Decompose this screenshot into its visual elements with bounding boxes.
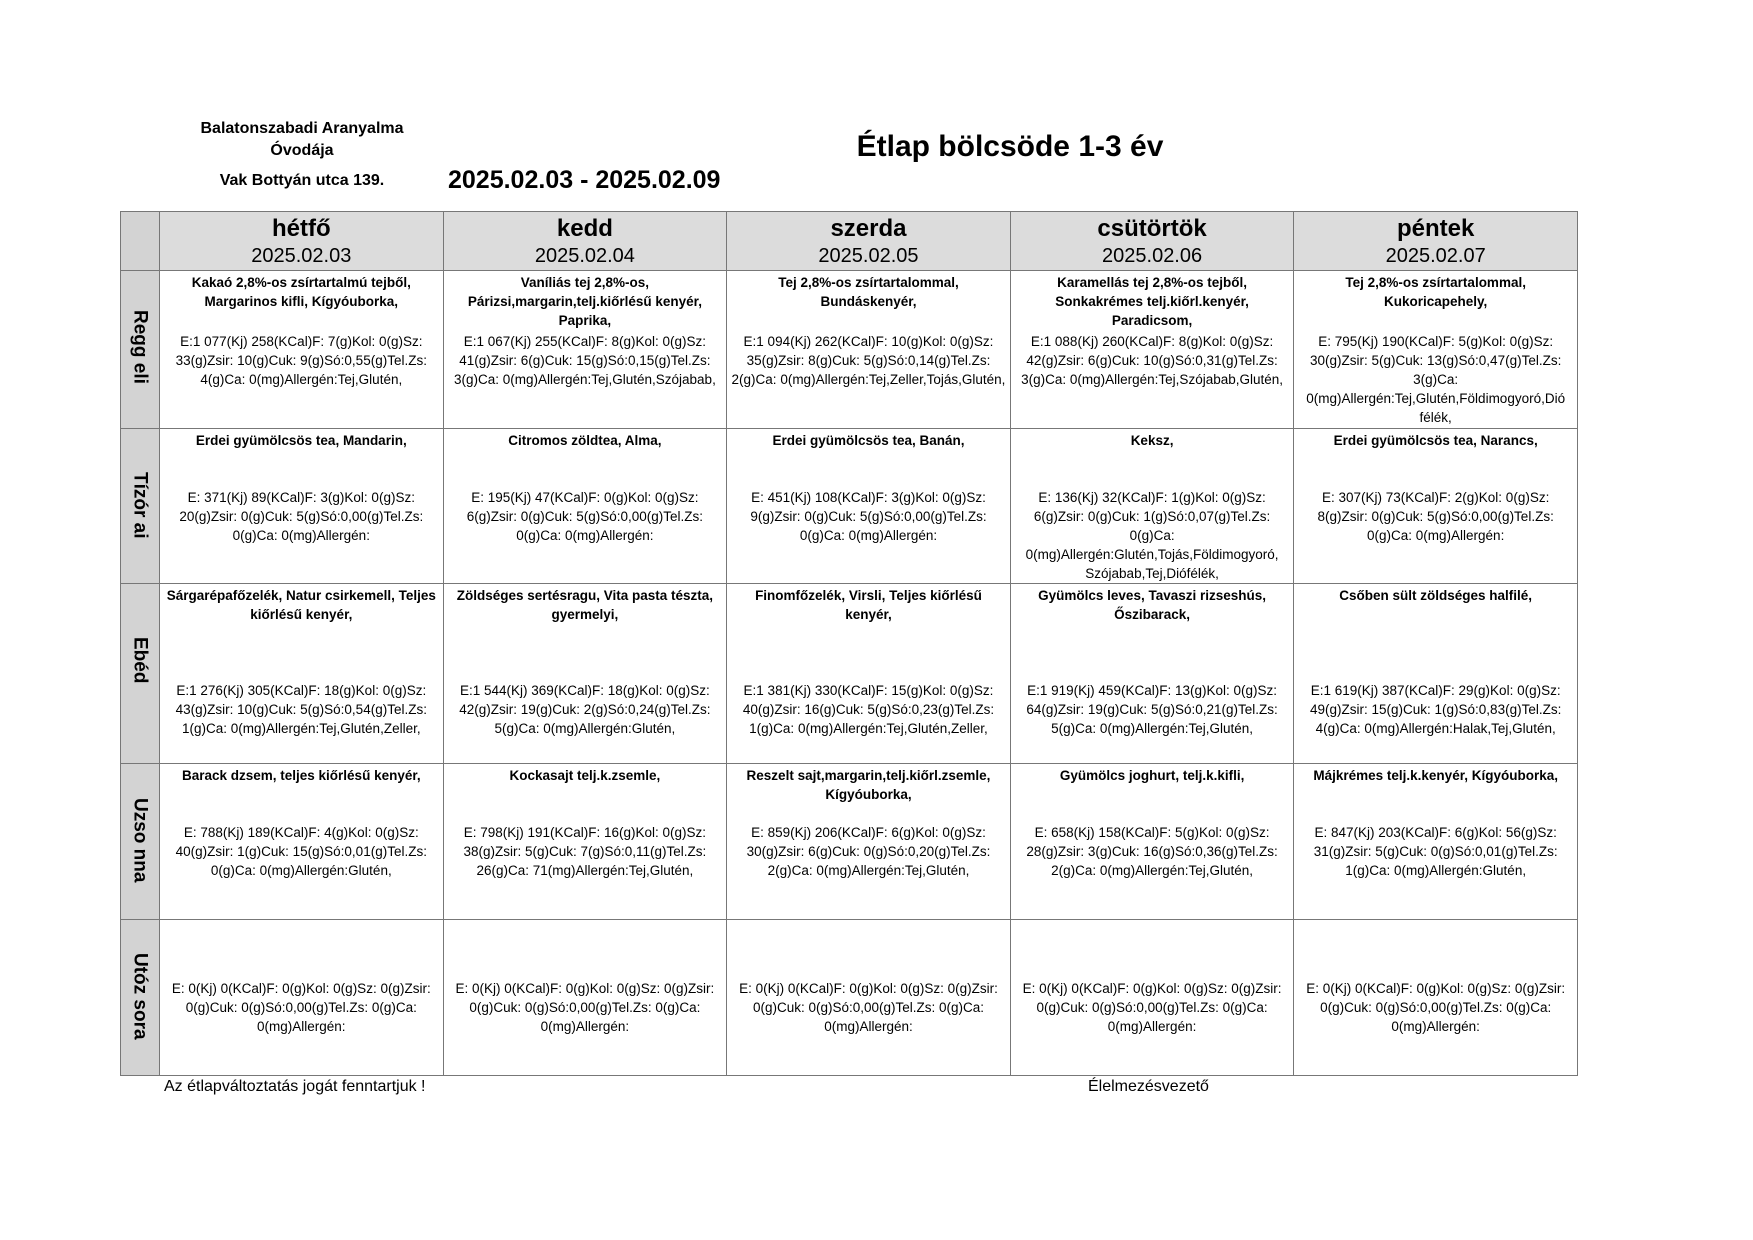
nutrition-text: E: 795(Kj) 190(KCal)F: 5(g)Kol: 0(g)Sz: 30(g)Zsir: 5(g)Cuk: 13(g)Só:0,47(g)Tel.Zs: 3(g)Ca: 0(mg)Allergén:Tej,Glutén,Földimogyoró,Dió félék, bbox=[1306, 334, 1566, 425]
menu-cell bbox=[1010, 584, 1294, 764]
dish-text: Karamellás tej 2,8%-os tejből, Sonkakrémes telj.kiőrl.kenyér, Paradicsom, bbox=[1055, 275, 1249, 328]
dish-text bbox=[1011, 920, 1294, 979]
footer-signature-label: Élelmezésvezető bbox=[1088, 1078, 1209, 1095]
day-date: 2025.02.05 bbox=[818, 245, 919, 267]
nutrition-text: E: 788(Kj) 189(KCal)F: 4(g)Kol: 0(g)Sz: 40(g)Zsir: 1(g)Cuk: 15(g)Só:0,01(g)Tel.Zs: 0(g)Ca: 0(mg)Allergén:Glutén, bbox=[175, 825, 427, 878]
menu-cell bbox=[160, 584, 444, 764]
date-range: 2025.02.03 - 2025.02.09 bbox=[448, 166, 721, 194]
dish-text: Gyümölcs joghurt, telj.k.kifli, bbox=[1059, 768, 1245, 783]
institution-name bbox=[170, 118, 434, 162]
dish-text bbox=[160, 920, 443, 979]
day-name: kedd bbox=[556, 215, 613, 242]
dish-text: Májkrémes telj.k.kenyér, Kígyóuborka, bbox=[1313, 768, 1558, 783]
meal-label-afternoon-snack bbox=[121, 764, 160, 920]
dish-text: Zöldséges sertésragu, Vita pasta tészta, gyermelyi, bbox=[456, 588, 714, 622]
meal-label-text: Regg eli bbox=[129, 310, 151, 384]
menu-cell bbox=[1294, 920, 1578, 1076]
nutrition-text: E: 371(Kj) 89(KCal)F: 3(g)Kol: 0(g)Sz: 20(g)Zsir: 0(g)Cuk: 5(g)Só:0,00(g)Tel.Zs: 0(g)Ca: 0(mg)Allergén: bbox=[179, 490, 424, 543]
menu-cell bbox=[443, 429, 727, 584]
nutrition-text: E: 0(Kj) 0(KCal)F: 0(g)Kol: 0(g)Sz: 0(g)Zsir: 0(g)Cuk: 0(g)Só:0,00(g)Tel.Zs: 0(g)Ca: 0(mg)Allergén: bbox=[1022, 981, 1282, 1034]
menu-cell bbox=[727, 584, 1011, 764]
table-corner bbox=[121, 212, 160, 271]
nutrition-text: E:1 088(Kj) 260(KCal)F: 8(g)Kol: 0(g)Sz: 42(g)Zsir: 6(g)Cuk: 10(g)Só:0,31(g)Tel.Zs: 3(g)Ca: 0(mg)Allergén:Tej,Szójabab,Glutén, bbox=[1021, 334, 1284, 387]
meal-row-morning-snack bbox=[121, 429, 1578, 584]
dish-text: Finomfőzelék, Virsli, Teljes kiőrlésű kenyér, bbox=[755, 588, 982, 622]
dish-text bbox=[444, 920, 727, 979]
meal-label-text: Tízór ai bbox=[129, 471, 151, 539]
menu-cell bbox=[160, 429, 444, 584]
dish-text: Csőben sült zöldséges halfilé, bbox=[1339, 588, 1533, 603]
menu-cell bbox=[1010, 764, 1294, 920]
day-name: hétfő bbox=[271, 215, 331, 242]
menu-cell bbox=[443, 920, 727, 1076]
nutrition-text: E:1 067(Kj) 255(KCal)F: 8(g)Kol: 0(g)Sz: 41(g)Zsir: 6(g)Cuk: 15(g)Só:0,15(g)Tel.Zs: 3(g)Ca: 0(mg)Allergén:Tej,Glutén,Szójabab, bbox=[453, 334, 716, 387]
nutrition-text: E: 136(Kj) 32(KCal)F: 1(g)Kol: 0(g)Sz: 6(g)Zsir: 0(g)Cuk: 1(g)Só:0,07(g)Tel.Zs: 0(g)Ca: 0(mg)Allergén:Glutén,Tojás,Földimogyoró, Szójabab,Tej,Diófélék, bbox=[1025, 490, 1279, 581]
day-header-row bbox=[121, 212, 1578, 271]
dish-text: Reszelt sajt,margarin,telj.kiőrl.zsemle, Kígyóuborka, bbox=[746, 768, 991, 802]
meal-label-lunch bbox=[121, 584, 160, 764]
dish-text: Erdei gyümölcsös tea, Narancs, bbox=[1333, 433, 1538, 448]
nutrition-text: E: 847(Kj) 203(KCal)F: 6(g)Kol: 56(g)Sz: 31(g)Zsir: 5(g)Cuk: 0(g)Só:0,01(g)Tel.Zs: 1(g)Ca: 0(mg)Allergén:Glutén, bbox=[1313, 825, 1558, 878]
dish-text: Gyümölcs leves, Tavaszi rizseshús, Őszibarack, bbox=[1038, 588, 1267, 622]
dish-text: Barack dzsem, teljes kiőrlésű kenyér, bbox=[181, 768, 421, 783]
day-header-friday bbox=[1294, 212, 1578, 271]
menu-cell bbox=[1294, 429, 1578, 584]
dish-text bbox=[1294, 920, 1577, 979]
nutrition-text: E: 451(Kj) 108(KCal)F: 3(g)Kol: 0(g)Sz: 9(g)Zsir: 0(g)Cuk: 5(g)Só:0,00(g)Tel.Zs: 0(g)Ca: 0(mg)Allergén: bbox=[750, 490, 987, 543]
meal-label-late-supper bbox=[121, 920, 160, 1076]
menu-cell bbox=[1010, 920, 1294, 1076]
dish-text: Kockasajt telj.k.zsemle, bbox=[509, 768, 661, 783]
institution-name-line1: Balatonszabadi Aranyalma bbox=[200, 120, 404, 137]
day-date: 2025.02.07 bbox=[1385, 245, 1486, 267]
meal-label-text: Utóz sora bbox=[129, 952, 151, 1040]
institution-name-line2: Óvodája bbox=[270, 142, 334, 159]
day-date: 2025.02.04 bbox=[534, 245, 635, 267]
menu-cell bbox=[1294, 271, 1578, 429]
menu-cell bbox=[1294, 764, 1578, 920]
nutrition-text: E:1 094(Kj) 262(KCal)F: 10(g)Kol: 0(g)Sz: 35(g)Zsir: 8(g)Cuk: 5(g)Só:0,14(g)Tel.Zs: 2(g)Ca: 0(mg)Allergén:Tej,Zeller,Tojás,Glutén, bbox=[731, 334, 1006, 387]
nutrition-text: E:1 276(Kj) 305(KCal)F: 18(g)Kol: 0(g)Sz: 43(g)Zsir: 10(g)Cuk: 5(g)Só:0,54(g)Tel.Zs: 1(g)Ca: 0(mg)Allergén:Tej,Glutén,Zeller, bbox=[175, 683, 427, 736]
menu-cell bbox=[727, 429, 1011, 584]
nutrition-text: E: 195(Kj) 47(KCal)F: 0(g)Kol: 0(g)Sz: 6(g)Zsir: 0(g)Cuk: 5(g)Só:0,00(g)Tel.Zs: 0(g)Ca: 0(mg)Allergén: bbox=[466, 490, 704, 543]
nutrition-text: E: 859(Kj) 206(KCal)F: 6(g)Kol: 0(g)Sz: 30(g)Zsir: 6(g)Cuk: 0(g)Só:0,20(g)Tel.Zs: 2(g)Ca: 0(mg)Allergén:Tej,Glutén, bbox=[746, 825, 991, 878]
meal-row-lunch bbox=[121, 584, 1578, 764]
day-header-monday bbox=[160, 212, 444, 271]
day-name: csütörtök bbox=[1097, 215, 1207, 242]
day-header-wednesday bbox=[727, 212, 1011, 271]
menu-cell bbox=[160, 764, 444, 920]
day-header-thursday bbox=[1010, 212, 1294, 271]
menu-cell bbox=[1294, 584, 1578, 764]
nutrition-text: E: 658(Kj) 158(KCal)F: 5(g)Kol: 0(g)Sz: 28(g)Zsir: 3(g)Cuk: 16(g)Só:0,36(g)Tel.Zs: 2(g)Ca: 0(mg)Allergén:Tej,Glutén, bbox=[1026, 825, 1278, 878]
menu-cell bbox=[727, 920, 1011, 1076]
meal-label-text: Uzso nna bbox=[129, 797, 151, 883]
day-header-tuesday bbox=[443, 212, 727, 271]
nutrition-text: E: 0(Kj) 0(KCal)F: 0(g)Kol: 0(g)Sz: 0(g)Zsir: 0(g)Cuk: 0(g)Só:0,00(g)Tel.Zs: 0(g)Ca: 0(mg)Allergén: bbox=[171, 981, 431, 1034]
nutrition-text: E: 0(Kj) 0(KCal)F: 0(g)Kol: 0(g)Sz: 0(g)Zsir: 0(g)Cuk: 0(g)Só:0,00(g)Tel.Zs: 0(g)Ca: 0(mg)Allergén: bbox=[739, 981, 998, 1034]
nutrition-text: E:1 077(Kj) 258(KCal)F: 7(g)Kol: 0(g)Sz: 33(g)Zsir: 10(g)Cuk: 9(g)Só:0,55(g)Tel.Zs: 4(g)Ca: 0(mg)Allergén:Tej,Glutén, bbox=[175, 334, 427, 387]
nutrition-text: E:1 544(Kj) 369(KCal)F: 18(g)Kol: 0(g)Sz: 42(g)Zsir: 19(g)Cuk: 2(g)Só:0,24(g)Tel.Zs: 5(g)Ca: 0(mg)Allergén:Glutén, bbox=[459, 683, 711, 736]
menu-cell bbox=[727, 271, 1011, 429]
menu-cell bbox=[1010, 271, 1294, 429]
menu-cell bbox=[160, 271, 444, 429]
day-name: péntek bbox=[1396, 215, 1475, 242]
nutrition-text: E: 798(Kj) 191(KCal)F: 16(g)Kol: 0(g)Sz: 38(g)Zsir: 5(g)Cuk: 7(g)Só:0,11(g)Tel.Zs: 26(g)Ca: 71(mg)Allergén:Tej,Glutén, bbox=[463, 825, 707, 878]
dish-text: Vaníliás tej 2,8%-os, Párizsi,margarin,telj.kiőrlésű kenyér, Paprika, bbox=[467, 275, 702, 328]
nutrition-text: E:1 919(Kj) 459(KCal)F: 13(g)Kol: 0(g)Sz: 64(g)Zsir: 19(g)Cuk: 5(g)Só:0,21(g)Tel.Zs: 5(g)Ca: 0(mg)Allergén:Tej,Glutén, bbox=[1026, 683, 1278, 736]
footer-disclaimer: Az étlapváltoztatás jogát fenntartjuk ! bbox=[164, 1078, 426, 1095]
dish-text: Keksz, bbox=[1130, 433, 1174, 448]
nutrition-text: E: 0(Kj) 0(KCal)F: 0(g)Kol: 0(g)Sz: 0(g)Zsir: 0(g)Cuk: 0(g)Só:0,00(g)Tel.Zs: 0(g)Ca: 0(mg)Allergén: bbox=[1306, 981, 1566, 1034]
nutrition-text: E: 307(Kj) 73(KCal)F: 2(g)Kol: 0(g)Sz: 8(g)Zsir: 0(g)Cuk: 5(g)Só:0,00(g)Tel.Zs: 0(g)Ca: 0(mg)Allergén: bbox=[1317, 490, 1554, 543]
meal-row-breakfast bbox=[121, 271, 1578, 429]
dish-text: Kakaó 2,8%-os zsírtartalmú tejből, Margarinos kifli, Kígyóuborka, bbox=[191, 275, 411, 309]
meal-row-late-supper bbox=[121, 920, 1578, 1076]
menu-cell bbox=[727, 764, 1011, 920]
menu-cell bbox=[443, 584, 727, 764]
page-title: Étlap bölcsöde 1-3 év bbox=[856, 130, 1164, 163]
day-date: 2025.02.03 bbox=[251, 245, 352, 267]
nutrition-text: E:1 619(Kj) 387(KCal)F: 29(g)Kol: 0(g)Sz: 49(g)Zsir: 15(g)Cuk: 1(g)Só:0,83(g)Tel.Zs: 4(g)Ca: 0(mg)Allergén:Halak,Tej,Glutén, bbox=[1310, 683, 1562, 736]
meal-label-text: Ebéd bbox=[129, 636, 151, 684]
institution-address: Vak Bottyán utca 139. bbox=[219, 172, 385, 189]
dish-text: Tej 2,8%-os zsírtartalommal, Bundáskenyér, bbox=[778, 275, 959, 309]
dish-text: Citromos zöldtea, Alma, bbox=[508, 433, 662, 448]
meal-label-morning-snack bbox=[121, 429, 160, 584]
menu-cell bbox=[160, 920, 444, 1076]
nutrition-text: E: 0(Kj) 0(KCal)F: 0(g)Kol: 0(g)Sz: 0(g)Zsir: 0(g)Cuk: 0(g)Só:0,00(g)Tel.Zs: 0(g)Ca: 0(mg)Allergén: bbox=[455, 981, 715, 1034]
menu-cell bbox=[1010, 429, 1294, 584]
nutrition-text: E:1 381(Kj) 330(KCal)F: 15(g)Kol: 0(g)Sz: 40(g)Zsir: 16(g)Cuk: 5(g)Só:0,23(g)Tel.Zs: 1(g)Ca: 0(mg)Allergén:Tej,Glutén,Zeller, bbox=[742, 683, 995, 736]
menu-table bbox=[120, 211, 1578, 1076]
dish-text: Sárgarépafőzelék, Natur csirkemell, Teljes kiőrlésű kenyér, bbox=[166, 588, 436, 622]
menu-cell bbox=[443, 764, 727, 920]
meal-row-afternoon-snack bbox=[121, 764, 1578, 920]
dish-text: Tej 2,8%-os zsírtartalommal, Kukoricapehely, bbox=[1345, 275, 1526, 309]
meal-label-breakfast bbox=[121, 271, 160, 429]
dish-text: Erdei gyümölcsös tea, Banán, bbox=[772, 433, 965, 448]
menu-cell bbox=[443, 271, 727, 429]
day-name: szerda bbox=[830, 215, 907, 242]
dish-text: Erdei gyümölcsös tea, Mandarin, bbox=[195, 433, 407, 448]
dish-text bbox=[727, 920, 1010, 979]
day-date: 2025.02.06 bbox=[1102, 245, 1203, 267]
